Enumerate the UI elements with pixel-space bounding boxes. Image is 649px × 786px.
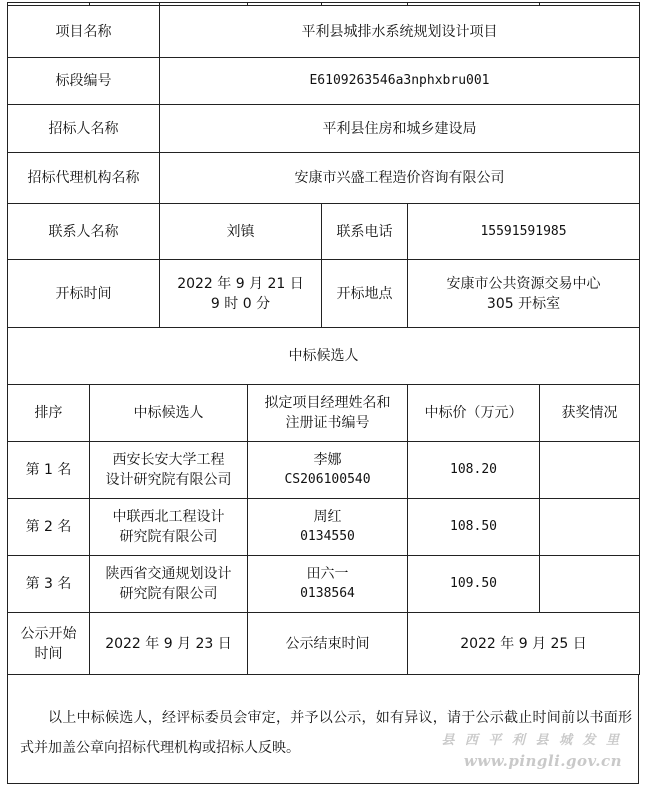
candidate-awards [540, 499, 640, 556]
section-number-label: 标段编号 [8, 58, 160, 105]
candidates-title-row [8, 328, 640, 385]
tenderer-label: 招标人名称 [8, 105, 160, 153]
opening-time-label: 开标时间 [8, 260, 160, 328]
objection-notice: 以上中标候选人，经评标委员会审定，并予以公示，如有异议，请于公示截止时间前以书面形式并加盖公章向招标代理机构或招标人反映。 [20, 710, 632, 756]
watermark-text: 县 西 平 利 县 城 发 里 [441, 733, 622, 748]
agency-label: 招标代理机构名称 [8, 153, 160, 204]
candidate-price: 108.50 [408, 499, 540, 556]
section-number-row [8, 58, 640, 105]
opening-date: 2022 年 9 月 21 日 [177, 275, 304, 292]
awards-header: 获奖情况 [540, 385, 640, 442]
candidate-price: 108.20 [408, 442, 540, 499]
candidate-manager: 田六一 0138564 [248, 556, 408, 613]
project-name-label: 项目名称 [8, 6, 160, 58]
rank-header: 排序 [8, 385, 90, 442]
bid-result-table [7, 2, 640, 675]
candidates-section-title: 中标候选人 [8, 328, 640, 385]
phone-value: 15591591985 [408, 204, 640, 260]
candidate-awards [540, 442, 640, 499]
contact-value: 刘镇 [160, 204, 322, 260]
candidate-row [8, 499, 640, 556]
opening-place-line2: 305 开标室 [486, 295, 561, 312]
candidate-header: 中标候选人 [90, 385, 248, 442]
site-watermark [441, 731, 622, 771]
agency-row [8, 153, 640, 204]
opening-place-line1: 安康市公共资源交易中心 [446, 275, 601, 292]
contact-label: 联系人名称 [8, 204, 160, 260]
manager-header: 拟定项目经理姓名和 注册证书编号 [248, 385, 408, 442]
project-name-value: 平利县城排水系统规划设计项目 [160, 6, 640, 58]
project-name-row [8, 6, 640, 58]
candidate-company: 西安长安大学工程 设计研究院有限公司 [90, 442, 248, 499]
opening-place-label: 开标地点 [322, 260, 408, 328]
agency-value: 安康市兴盛工程造价咨询有限公司 [160, 153, 640, 204]
notice-box [7, 675, 639, 784]
section-number-value: E6109263546a3nphxbru001 [160, 58, 640, 105]
candidate-company: 中联西北工程设计 研究院有限公司 [90, 499, 248, 556]
opening-time-value [160, 260, 322, 328]
candidate-manager: 李娜 CS206100540 [248, 442, 408, 499]
publicity-start-value: 2022 年 9 月 23 日 [90, 613, 248, 675]
publicity-start-label: 公示开始 时间 [8, 613, 90, 675]
price-header: 中标价（万元） [408, 385, 540, 442]
candidate-row [8, 556, 640, 613]
watermark-url: www.pingli.gov.cn [463, 752, 622, 770]
candidate-awards [540, 556, 640, 613]
candidate-manager: 周红 0134550 [248, 499, 408, 556]
candidate-price: 109.50 [408, 556, 540, 613]
candidate-row [8, 442, 640, 499]
candidates-header-row [8, 385, 640, 442]
publicity-end-value: 2022 年 9 月 25 日 [408, 613, 640, 675]
opening-row [8, 260, 640, 328]
candidate-rank: 第 2 名 [8, 499, 90, 556]
opening-hour: 9 时 0 分 [210, 295, 271, 312]
tenderer-value: 平利县住房和城乡建设局 [160, 105, 640, 153]
tenderer-row [8, 105, 640, 153]
candidate-rank: 第 3 名 [8, 556, 90, 613]
candidate-company: 陕西省交通规划设计 研究院有限公司 [90, 556, 248, 613]
phone-label: 联系电话 [322, 204, 408, 260]
opening-place-value [408, 260, 640, 328]
publicity-end-label: 公示结束时间 [248, 613, 408, 675]
contact-row [8, 204, 640, 260]
publicity-row [8, 613, 640, 675]
candidate-rank: 第 1 名 [8, 442, 90, 499]
